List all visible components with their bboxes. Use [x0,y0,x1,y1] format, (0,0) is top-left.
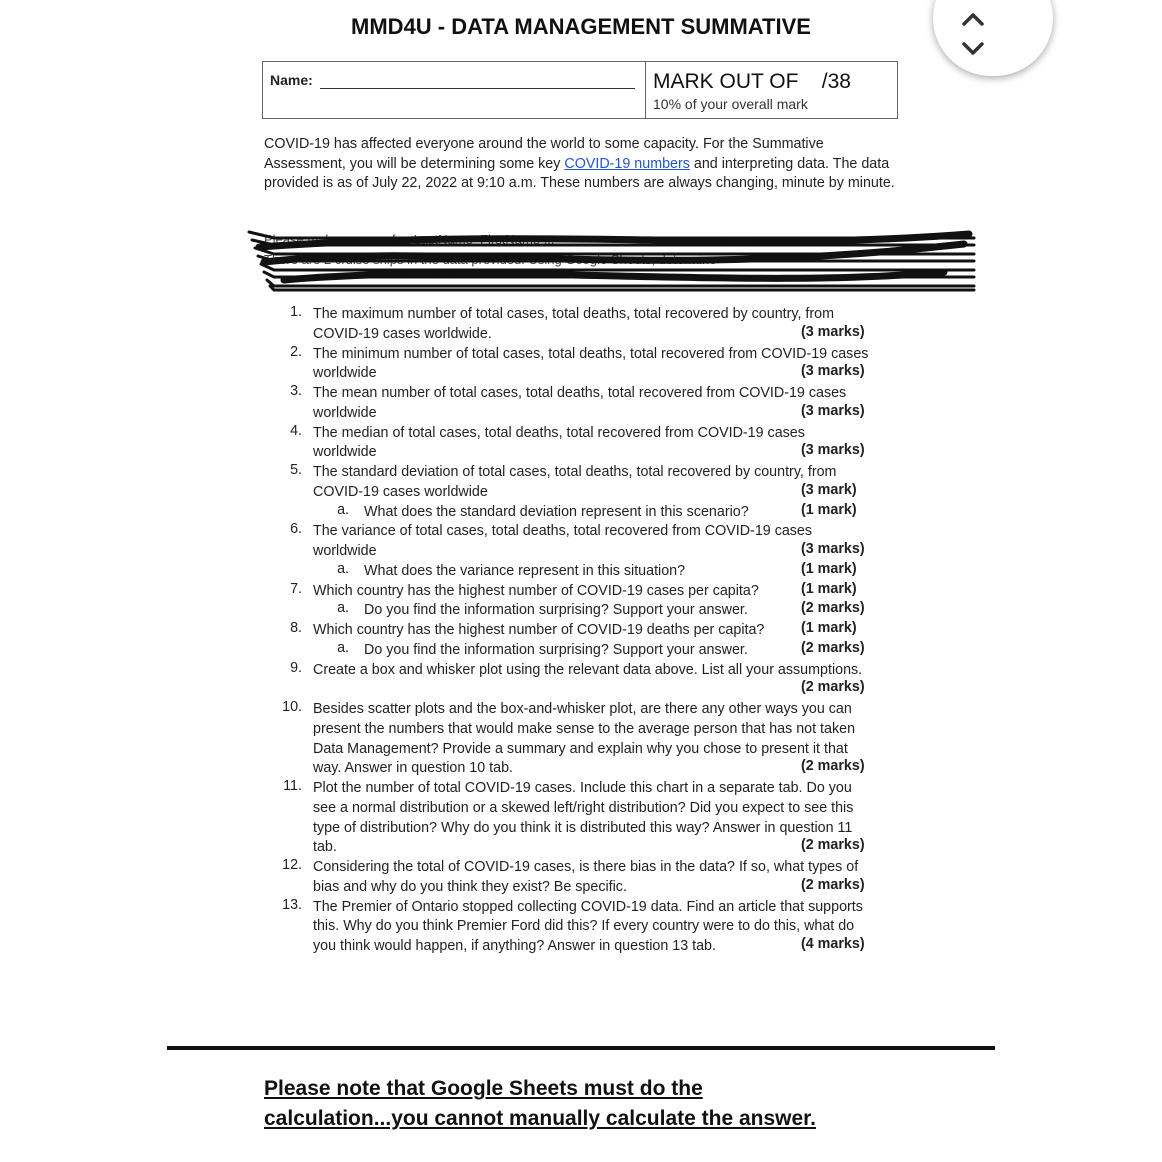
name-label: Name: [270,72,313,88]
question-text-line: Which country has the highest number of COVID-19 cases per capita? [313,582,759,599]
question-marks: (2 marks) [801,639,865,656]
question-number: 13. [282,896,302,913]
question-text-line: Create a box and whisker plot using the relevant data above. List all your assumptions. [313,661,863,678]
covid-numbers-link[interactable]: COVID-19 numbers [564,155,690,172]
intro-text-start: COVID-19 has affected everyone around the world to some capacity. For the Summative Assessment, you will be determining some key [264,136,824,172]
question-marks: (3 marks) [801,363,865,380]
page-nav-widget [933,0,1053,76]
question-text-line: The maximum number of total cases, total deaths, total recovered by country, from [313,306,835,322]
question-marks: (4 marks) [801,936,865,952]
mark-out-of: MARK OUT OF /38 [653,70,851,93]
question-text-line: Do you find the information surprising? Support your answer. [364,641,748,658]
question-number: 4. [290,422,302,439]
chevron-down-icon[interactable] [959,34,987,62]
mark-cell [645,62,897,118]
question-marks: (2 marks) [801,758,865,775]
question-text-line: The minimum number of total cases, total deaths, total recovered from COVID-19 cases [313,345,869,362]
question-text-line: worldwide [313,404,377,421]
question-text-line: What does the variance represent in this situation? [364,562,686,579]
header-table [262,61,898,119]
question-text-line: tab. [313,839,337,856]
question-marks: (2 marks) [801,837,865,854]
divider-rule [167,1046,995,1050]
question-number: a. [337,639,349,656]
question-text-line: The variance of total cases, total deaths, total recovered from COVID-19 cases [313,523,813,540]
redacted-line-2: There are 2 cruise ships in the data provided. Using Google Sheets, determine [264,252,717,267]
intro-text-end: and interpreting data. The data provided is as of July 22, 2022 at 9:10 a.m. These numbers are always changing, minute by minute. [264,155,895,192]
question-number: 8. [290,620,302,636]
question-marks: (2 marks) [801,679,865,696]
question-text-line: you think would happen, if anything? Answer in question 13 tab. [313,938,716,954]
question-marks: (3 mark) [801,481,857,498]
question-number: 5. [290,462,302,478]
question-number: 10. [282,699,302,715]
question-number: 6. [290,521,302,538]
question-number: 11. [283,778,302,794]
question-number: 3. [290,383,302,399]
name-blank-line[interactable] [320,88,635,89]
question-number: 7. [290,580,302,597]
question-marks: (3 marks) [801,541,865,557]
scribble-redaction [244,222,984,296]
question-number: a. [337,600,349,617]
question-text-line: worldwide [313,444,377,461]
question-text-line: Plot the number of total COVID-19 cases. Include this chart in a separate tab. Do you [313,780,852,796]
question-text-line: COVID-19 cases worldwide. [313,325,492,342]
question-marks: (1 mark) [801,501,857,518]
intro-paragraph [264,135,904,194]
question-number: 9. [290,659,302,676]
footer-note [264,1074,964,1134]
name-cell [263,62,645,118]
question-text-line: this. Why do you think Premier Ford did this? If every country were to do this, what do [313,918,855,935]
question-text-line: worldwide [313,543,377,559]
question-text-line: The mean number of total cases, total deaths, total recovered from COVID-19 cases [313,385,847,401]
question-number: 12. [282,857,302,873]
question-text-line: bias and why do you think they exist? Be specific. [313,878,627,895]
question-marks: (1 mark) [801,620,857,636]
question-text-line: Data Management? Provide a summary and explain why you chose to present it that [313,740,848,757]
question-number: 2. [290,343,302,360]
question-text-line: type of distribution? Why do you think it is distributed this way? Answer in question 11 [313,819,853,836]
question-text-line: Do you find the information surprising? Support your answer. [364,602,748,619]
question-text-line: present the numbers that would make sense to the average person that has not taken [313,720,856,737]
question-marks: (3 marks) [801,323,865,340]
question-text-line: The Premier of Ontario stopped collecting COVID-19 data. Find an article that supports [313,898,863,915]
question-text-line: Considering the total of COVID-19 cases, is there bias in the data? If so, what types of [313,859,859,875]
question-marks: (2 marks) [801,876,865,893]
question-number: 1. [290,304,302,320]
mark-weight: 10% of your overall mark [653,96,808,112]
chevron-up-icon[interactable] [959,6,987,34]
question-text-line: The median of total cases, total deaths, total recovered from COVID-19 cases [313,424,805,441]
question-marks: (1 mark) [801,580,857,597]
footer-note-line-1: Please note that Google Sheets must do the [264,1077,703,1100]
footer-note-line-2: calculation...you cannot manually calculate the answer. [264,1107,817,1130]
question-text-line: way. Answer in question 10 tab. [313,760,514,777]
question-text-line: see a normal distribution or a skewed left/right distribution? Did you expect to see this [313,799,854,816]
redacted-instructions [244,222,984,296]
question-text-line: COVID-19 cases worldwide [313,483,488,500]
question-marks: (3 marks) [801,402,865,419]
question-marks: (1 mark) [801,560,857,577]
question-text-line: Which country has the highest number of COVID-19 deaths per capita? [313,622,765,638]
question-number: a. [337,501,349,518]
question-text-line: What does the standard deviation represent in this scenario? [364,503,749,520]
redacted-line-1: Please make a copy of ... LastName_FirstName ... [264,232,555,247]
question-text-line: The standard deviation of total cases, total deaths, total recovered by country, from [313,464,837,480]
page-title: MMD4U - DATA MANAGEMENT SUMMATIVE [351,14,811,39]
question-marks: (2 marks) [801,600,865,617]
question-text-line: Besides scatter plots and the box-and-whisker plot, are there any other ways you can [313,701,852,717]
question-text-line: worldwide [313,365,377,382]
question-marks: (3 marks) [801,442,865,459]
question-number: a. [337,560,349,577]
